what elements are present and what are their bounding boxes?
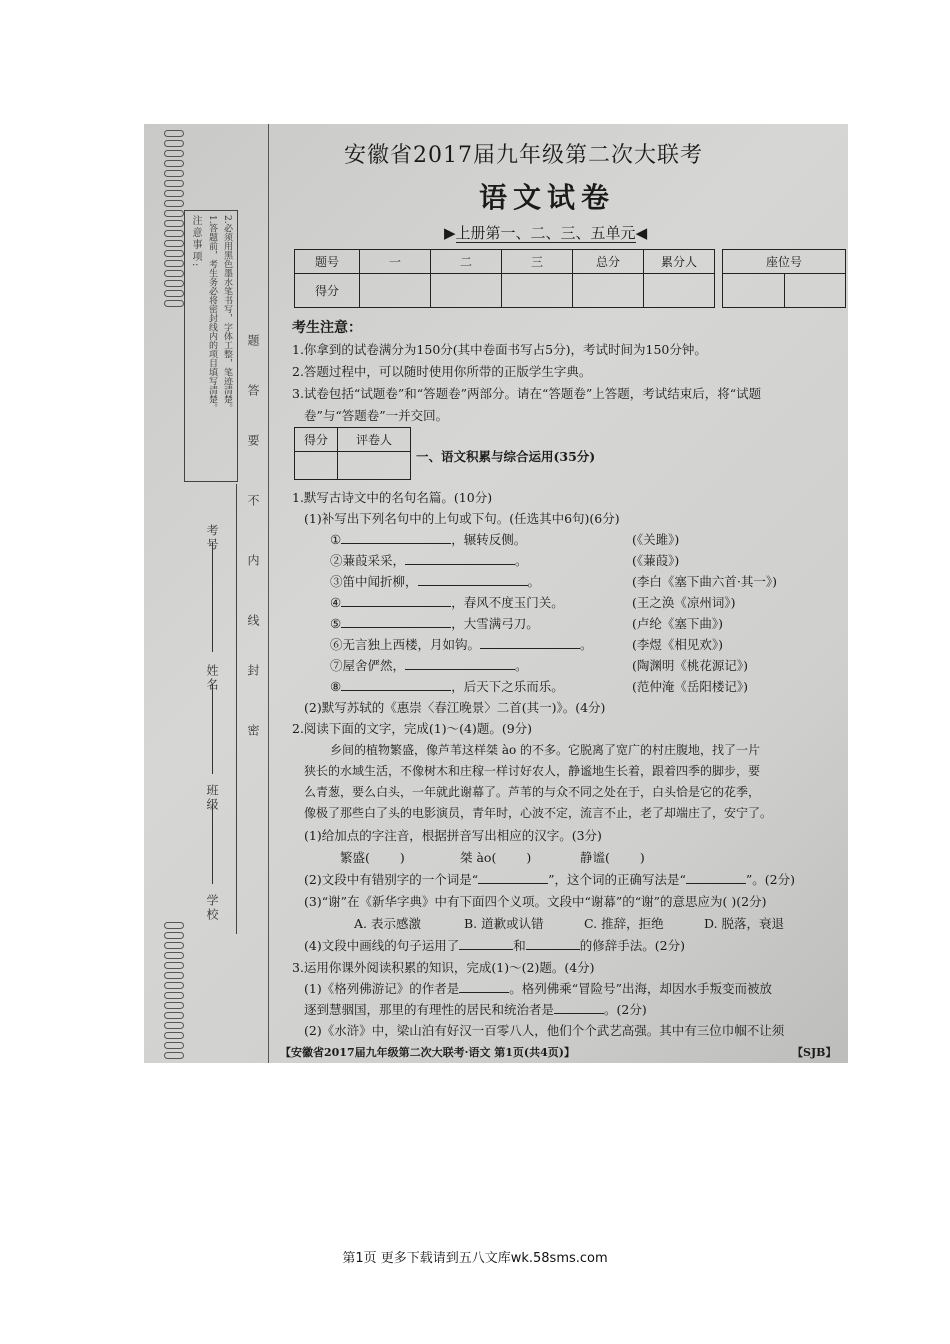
score-header: 累分人 bbox=[644, 250, 715, 274]
seat-label: 座位号 bbox=[723, 250, 846, 274]
score-header: 二 bbox=[431, 250, 502, 274]
page-code: 【SJB】 bbox=[792, 1046, 837, 1059]
exam-sheet bbox=[144, 124, 848, 1063]
binding-notice-1: 1.答题前，考生务必将密封线内的项目填写清楚。 bbox=[207, 215, 217, 413]
download-footer: 第1页 更多下载请到五八文库wk.58sms.com bbox=[342, 1251, 608, 1266]
grader-box bbox=[294, 427, 411, 480]
q1-src-8: (范仲淹《岳阳楼记》) bbox=[632, 679, 749, 694]
field-class: 班级 bbox=[205, 784, 219, 812]
notice-line: 卷”与“答题卷”一并交回。 bbox=[304, 408, 449, 423]
binding-line-1 bbox=[236, 484, 237, 934]
answer-blank[interactable] bbox=[405, 564, 515, 565]
q2-s1-item: 桀 ào( ) bbox=[460, 850, 532, 865]
answer-blank[interactable] bbox=[405, 669, 515, 670]
seat-cell[interactable] bbox=[723, 274, 785, 308]
q2-passage-line: 狭长的水域生活，不像树木和庄稼一样讨好农人，静谧地生长着，跟着四季的脚步，要 bbox=[304, 764, 761, 778]
score-header: 题号 bbox=[295, 250, 360, 274]
answer-blank[interactable] bbox=[341, 627, 451, 628]
q3-line-2: 逐到慧骃国，那里的有理性的居民和统治者是 。(2分) bbox=[304, 1002, 647, 1017]
q2-passage-line: 像极了那些白了头的电影演员，青年时，心波不定，流言不止，老了却端庄了，安宁了。 bbox=[304, 806, 773, 820]
q2-s3-option: B. 道歉或认错 bbox=[464, 916, 544, 931]
q2-s3-option: D. 脱落，衰退 bbox=[704, 916, 785, 931]
q2-s3-option: C. 推辞，拒绝 bbox=[584, 916, 664, 931]
q2-s1-item: 繁盛( ) bbox=[340, 850, 405, 865]
seal-char-7: 答 bbox=[246, 384, 260, 398]
seal-char-5: 不 bbox=[246, 494, 260, 508]
answer-blank[interactable] bbox=[526, 949, 580, 950]
q1-src-7: (陶渊明《桃花源记》) bbox=[632, 658, 749, 673]
binding-notice-box bbox=[184, 210, 238, 482]
q3-line-3: (2)《水浒》中，梁山泊有好汉一百零八人，他们个个武艺高强。其中有三位巾帼不让须 bbox=[304, 1023, 785, 1038]
seal-char-4: 内 bbox=[246, 554, 260, 568]
seal-char-3: 线 bbox=[246, 614, 260, 628]
answer-blank[interactable] bbox=[418, 585, 528, 586]
score-header: 总分 bbox=[573, 250, 644, 274]
q1-line-1: ① ，辗转反侧。 bbox=[330, 532, 527, 547]
answer-blank[interactable] bbox=[686, 883, 746, 884]
score-row-label: 得分 bbox=[295, 274, 360, 308]
score-cell[interactable] bbox=[573, 274, 644, 308]
score-cell[interactable] bbox=[502, 274, 573, 308]
exam-subtitle: 语文试卷 bbox=[479, 181, 616, 214]
field-name: 姓名 bbox=[205, 664, 219, 692]
q1-line-8: ⑧ ，后天下之乐而乐。 bbox=[330, 679, 564, 694]
q1-src-1: (《关雎》) bbox=[632, 532, 680, 547]
answer-blank[interactable] bbox=[341, 543, 451, 544]
q1-line-2: ②蒹葭采采， 。 bbox=[330, 553, 528, 568]
exam-scope: ▶上册第一、二、三、五单元◀ bbox=[444, 224, 648, 242]
notice-line: 1.你拿到的试卷满分为150分(其中卷面书写占5分)，考试时间为150分钟。 bbox=[292, 342, 707, 357]
answer-blank[interactable] bbox=[554, 1013, 604, 1014]
binding-notice-title: 注意事项: bbox=[190, 215, 201, 269]
q1-src-4: (王之涣《凉州词》) bbox=[632, 595, 736, 610]
field-line-class bbox=[212, 804, 213, 884]
q2-s3: (3)“谢”在《新华字典》中有下面四个义项。文段中“谢幕”的“谢”的意思应为( )(2分) bbox=[304, 894, 767, 909]
answer-blank[interactable] bbox=[480, 648, 580, 649]
q2-s4: (4)文段中画线的句子运用了 和 的修辞手法。(2分) bbox=[304, 938, 685, 953]
notice-title: 考生注意： bbox=[292, 320, 362, 336]
q1-src-6: (李煜《相见欢》) bbox=[632, 637, 724, 652]
page-footer: 【安徽省2017届九年级第二次大联考·语文 第1页(共4页)】 bbox=[280, 1046, 575, 1059]
exam-photo bbox=[144, 124, 848, 1063]
q1-src-5: (卢纶《塞下曲》) bbox=[632, 616, 724, 631]
grader-score-label: 得分 bbox=[295, 428, 338, 452]
field-line-name bbox=[212, 684, 213, 774]
answer-blank[interactable] bbox=[459, 992, 509, 993]
q2-s2: (2)文段中有错别字的一个词是“ ”，这个词的正确写法是“ ”。(2分) bbox=[304, 872, 795, 887]
section1-title: 一、语文积累与综合运用(35分) bbox=[416, 449, 596, 464]
seat-cell[interactable] bbox=[784, 274, 846, 308]
score-cell[interactable] bbox=[644, 274, 715, 308]
q2-title: 2.阅读下面的文字，完成(1)～(4)题。(9分) bbox=[292, 721, 533, 736]
field-exam-number: 考号 bbox=[205, 524, 219, 552]
field-line-exam-number bbox=[212, 542, 213, 652]
score-cell[interactable] bbox=[431, 274, 502, 308]
q1-title: 1.默写古诗文中的名句名篇。(10分) bbox=[292, 490, 493, 505]
q2-passage-line: 么青葱，要么白头，一年就此谢幕了。芦苇的与众不同之处在于，白头恰是它的花季， bbox=[304, 785, 761, 799]
seat-table bbox=[722, 249, 846, 308]
score-header: 一 bbox=[360, 250, 431, 274]
answer-blank[interactable] bbox=[478, 883, 548, 884]
q1-sub1: (1)补写出下列名句中的上句或下句。(任选其中6句)(6分) bbox=[304, 511, 620, 526]
q1-line-6: ⑥无言独上西楼，月如钩。 。 bbox=[330, 637, 593, 652]
answer-blank[interactable] bbox=[341, 606, 451, 607]
q1-line-3: ③笛中闻折柳， 。 bbox=[330, 574, 541, 589]
grader-name-cell[interactable] bbox=[338, 452, 411, 480]
q3-line-1: (1)《格列佛游记》的作者是 。格列佛乘“冒险号”出海，却因水手叛变而被放 bbox=[304, 981, 773, 996]
seal-char-8: 题 bbox=[246, 334, 260, 348]
q1-line-7: ⑦屋舍俨然， 。 bbox=[330, 658, 528, 673]
binding-holes-top bbox=[164, 130, 186, 307]
grader-score-cell[interactable] bbox=[295, 452, 338, 480]
q1-line-4: ④ ，春风不度玉门关。 bbox=[330, 595, 564, 610]
q2-s3-option: A. 表示感激 bbox=[354, 916, 421, 931]
q2-s1: (1)给加点的字注音，根据拼音写出相应的汉字。(3分) bbox=[304, 828, 602, 843]
seal-char-6: 要 bbox=[246, 434, 260, 448]
arrow-left-icon: ◀ bbox=[635, 224, 648, 242]
notice-line: 3.试卷包括“试题卷”和“答题卷”两部分。请在“答题卷”上答题，考试结束后，将“试题 bbox=[292, 386, 762, 401]
score-cell[interactable] bbox=[360, 274, 431, 308]
q2-s1-item: 静谧( ) bbox=[580, 850, 645, 865]
seal-char-1: 密 bbox=[246, 724, 260, 738]
q2-passage-line: 乡间的植物繁盛，像芦苇这样桀 ào 的不多。它脱离了宽广的村庄腹地，找了一片 bbox=[330, 743, 761, 757]
binding-line-2 bbox=[268, 124, 269, 1063]
q1-src-2: (《蒹葭》) bbox=[632, 553, 680, 568]
q3-title: 3.运用你课外阅读积累的知识，完成(1)～(2)题。(4分) bbox=[292, 960, 595, 975]
exam-title: 安徽省2017届九年级第二次大联考 bbox=[344, 143, 703, 168]
q1-src-3: (李白《塞下曲六首·其一》) bbox=[632, 574, 777, 589]
q1-sub2: (2)默写苏轼的《惠崇〈春江晚景〉二首(其一)》。(4分) bbox=[304, 700, 606, 715]
seal-char-2: 封 bbox=[246, 664, 260, 678]
score-table bbox=[294, 249, 715, 308]
q1-line-5: ⑤ ，大雪满弓刀。 bbox=[330, 616, 539, 631]
binding-holes-bottom bbox=[164, 922, 186, 1059]
field-school: 学校 bbox=[205, 894, 219, 922]
answer-blank[interactable] bbox=[459, 949, 513, 950]
arrow-right-icon: ▶ bbox=[444, 224, 456, 242]
score-header: 三 bbox=[502, 250, 573, 274]
answer-blank[interactable] bbox=[341, 690, 451, 691]
notice-line: 2.答题过程中，可以随时使用你所带的正版学生字典。 bbox=[292, 364, 592, 379]
binding-notice-2: 2.必须用黑色墨水笔书写，字体工整，笔迹清楚。 bbox=[222, 215, 232, 413]
grader-name-label: 评卷人 bbox=[338, 428, 411, 452]
